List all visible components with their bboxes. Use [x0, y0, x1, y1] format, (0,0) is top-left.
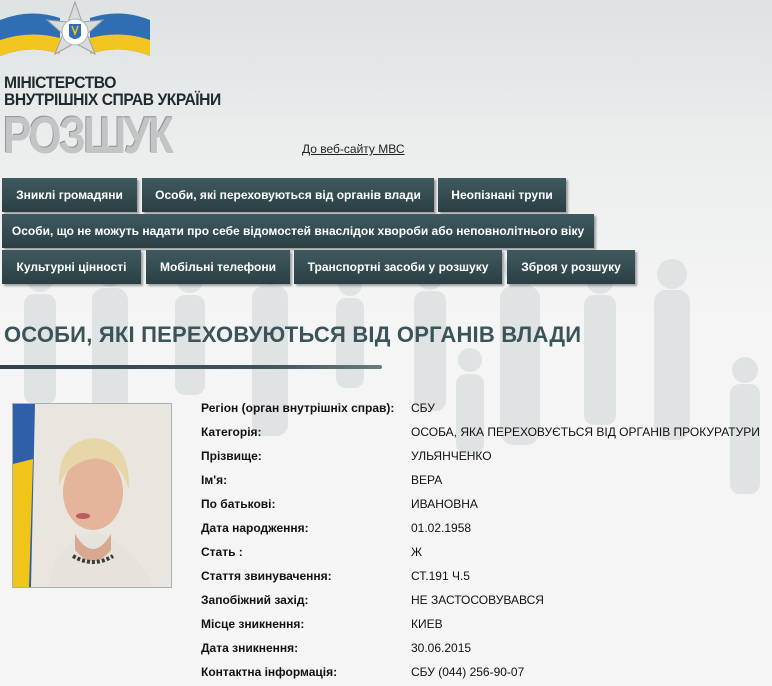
- detail-value: НЕ ЗАСТОСОВУВАВСЯ: [411, 593, 544, 607]
- detail-label: Дата зникнення:: [201, 641, 299, 655]
- person-photo: [12, 403, 172, 588]
- detail-value: 30.06.2015: [411, 641, 472, 655]
- detail-value: СТ.191 Ч.5: [411, 569, 470, 583]
- nav-missing-citizens[interactable]: Зниклі громадяни: [2, 178, 137, 212]
- detail-label: Прізвище:: [201, 449, 262, 463]
- detail-label: Стать :: [201, 545, 243, 559]
- nav-persons-unable-to-identify[interactable]: Особи, що не можуть надати про себе відомостей внаслідок хвороби або неповнолітнього віку: [2, 214, 594, 248]
- search-logo-title: РОЗШУК: [3, 107, 172, 165]
- ministry-name-line1: МІНІСТЕРСТВО: [4, 73, 116, 92]
- detail-value: Ж: [411, 545, 423, 559]
- detail-value: СБУ: [411, 401, 435, 415]
- portrait-image: [13, 404, 171, 587]
- nav-cultural-values[interactable]: Культурні цінності: [2, 250, 141, 284]
- detail-value: 01.02.1958: [411, 521, 472, 535]
- detail-label: Ім'я:: [201, 473, 228, 487]
- nav-weapons[interactable]: Зброя у розшуку: [507, 250, 635, 284]
- ministry-name-line2: ВНУТРІШНІХ СПРАВ УКРАЇНИ: [4, 90, 221, 109]
- nav-mobile-phones[interactable]: Мобільні телефони: [146, 250, 290, 284]
- detail-label: Дата народження:: [201, 521, 309, 535]
- detail-value: КИЕВ: [411, 617, 443, 631]
- detail-label: Запобіжний захід:: [201, 593, 309, 607]
- title-underline: [0, 365, 382, 369]
- detail-label: Контактна інформація:: [201, 665, 338, 679]
- detail-label: Стаття звинувачення:: [201, 569, 332, 583]
- detail-value: УЛЬЯНЧЕНКО: [411, 449, 492, 463]
- detail-value: ОСОБА, ЯКА ПЕРЕХОВУЄТЬСЯ ВІД ОРГАНІВ ПРОКУРАТУРИ: [411, 425, 760, 439]
- detail-label: Категорія:: [201, 425, 262, 439]
- detail-value: ВЕРА: [411, 473, 443, 487]
- detail-label: Місце зникнення:: [201, 617, 305, 631]
- detail-value: СБУ (044) 256-90-07: [411, 665, 525, 679]
- mvs-website-link[interactable]: До веб-сайту МВС: [302, 142, 405, 156]
- page-title: ОСОБИ, ЯКІ ПЕРЕХОВУЮТЬСЯ ВІД ОРГАНІВ ВЛАДИ: [4, 322, 582, 347]
- detail-value: ИВАНОВНА: [411, 497, 478, 511]
- site-header: [0, 0, 772, 178]
- nav-vehicles[interactable]: Транспортні засоби у розшуку: [294, 250, 502, 284]
- nav-fugitives[interactable]: Особи, які переховуються від органів влади: [142, 178, 434, 212]
- detail-label: По батькові:: [201, 497, 276, 511]
- detail-label: Регіон (орган внутрішніх справ):: [201, 401, 395, 415]
- ministry-emblem-icon: [0, 0, 150, 68]
- nav-unidentified-bodies[interactable]: Неопізнані трупи: [438, 178, 566, 212]
- ministry-name: [4, 74, 221, 108]
